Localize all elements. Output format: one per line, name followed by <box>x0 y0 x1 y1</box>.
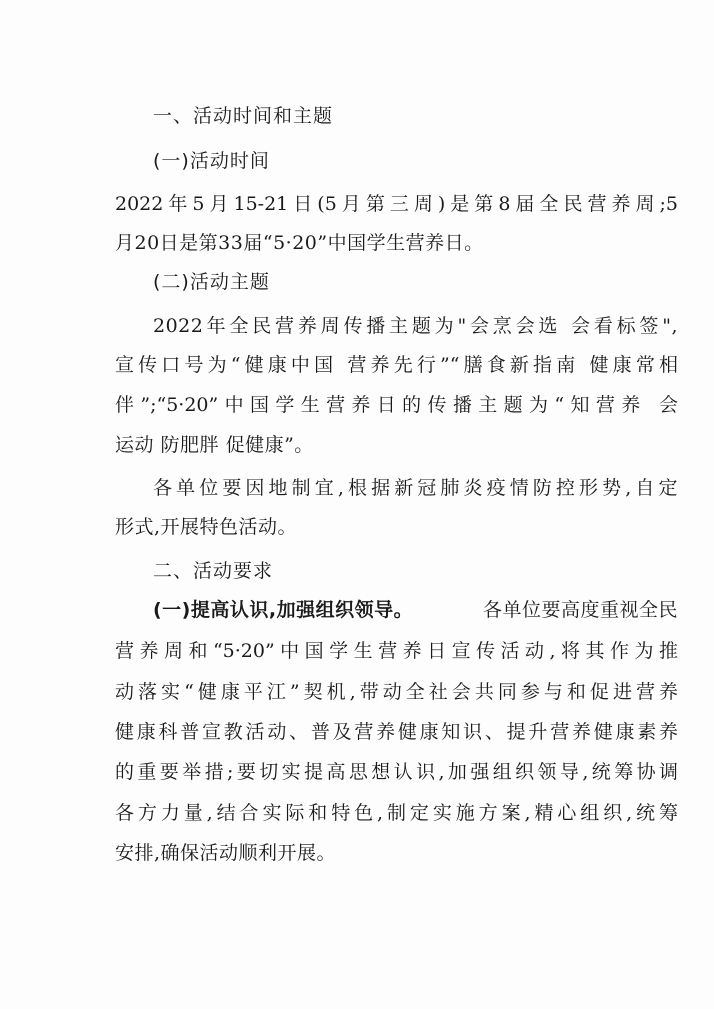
paragraph-line: 各方力量,结合实际和特色,制定实施方案,精心组织,统筹 <box>115 802 678 824</box>
paragraph-line: 月20日是第33届“5·20”中国学生营养日。 <box>115 232 484 254</box>
section-1-heading: 一、活动时间和主题 <box>153 105 334 127</box>
subsection-1-heading: (一)活动时间 <box>153 150 270 172</box>
section-2-heading: 二、活动要求 <box>153 560 274 582</box>
subsection-2-heading: (二)活动主题 <box>153 271 270 293</box>
paragraph-line: 运动 防肥胖 促健康”。 <box>115 434 314 456</box>
item-1-lead: (一)提高认识,加强组织领导。 <box>153 599 414 621</box>
paragraph-line: 的重要举措;要切实提高思想认识,加强组织领导,统筹协调 <box>115 761 678 783</box>
paragraph-line: 2022年全民营养周传播主题为"会烹会选 会看标签", <box>153 315 678 337</box>
paragraph-line: 形式,开展特色活动。 <box>115 516 298 538</box>
paragraph-line: 各单位要因地制宜,根据新冠肺炎疫情防控形势,自定 <box>153 477 678 499</box>
item-1-first-rest: 各单位要高度重视全民 <box>482 599 678 621</box>
paragraph-line: 营养周和“5·20”中国学生营养日宣传活动,将其作为推 <box>115 640 678 662</box>
item-1-first-line <box>153 598 678 622</box>
paragraph-line: 安排,确保活动顺利开展。 <box>115 842 337 864</box>
paragraph-line: 2022年5月15-21日(5月第三周)是第8届全民营养周;5 <box>115 193 678 215</box>
paragraph-line: 伴”;“5·20”中国学生营养日的传播主题为“知营养 会 <box>115 394 678 416</box>
paragraph-line: 动落实“健康平江”契机,带动全社会共同参与和促进营养 <box>115 681 678 703</box>
paragraph-line: 健康科普宣教活动、普及营养健康知识、提升营养健康素养 <box>115 721 678 743</box>
paragraph-line: 宣传口号为“健康中国 营养先行”“膳食新指南 健康常相 <box>115 354 678 376</box>
